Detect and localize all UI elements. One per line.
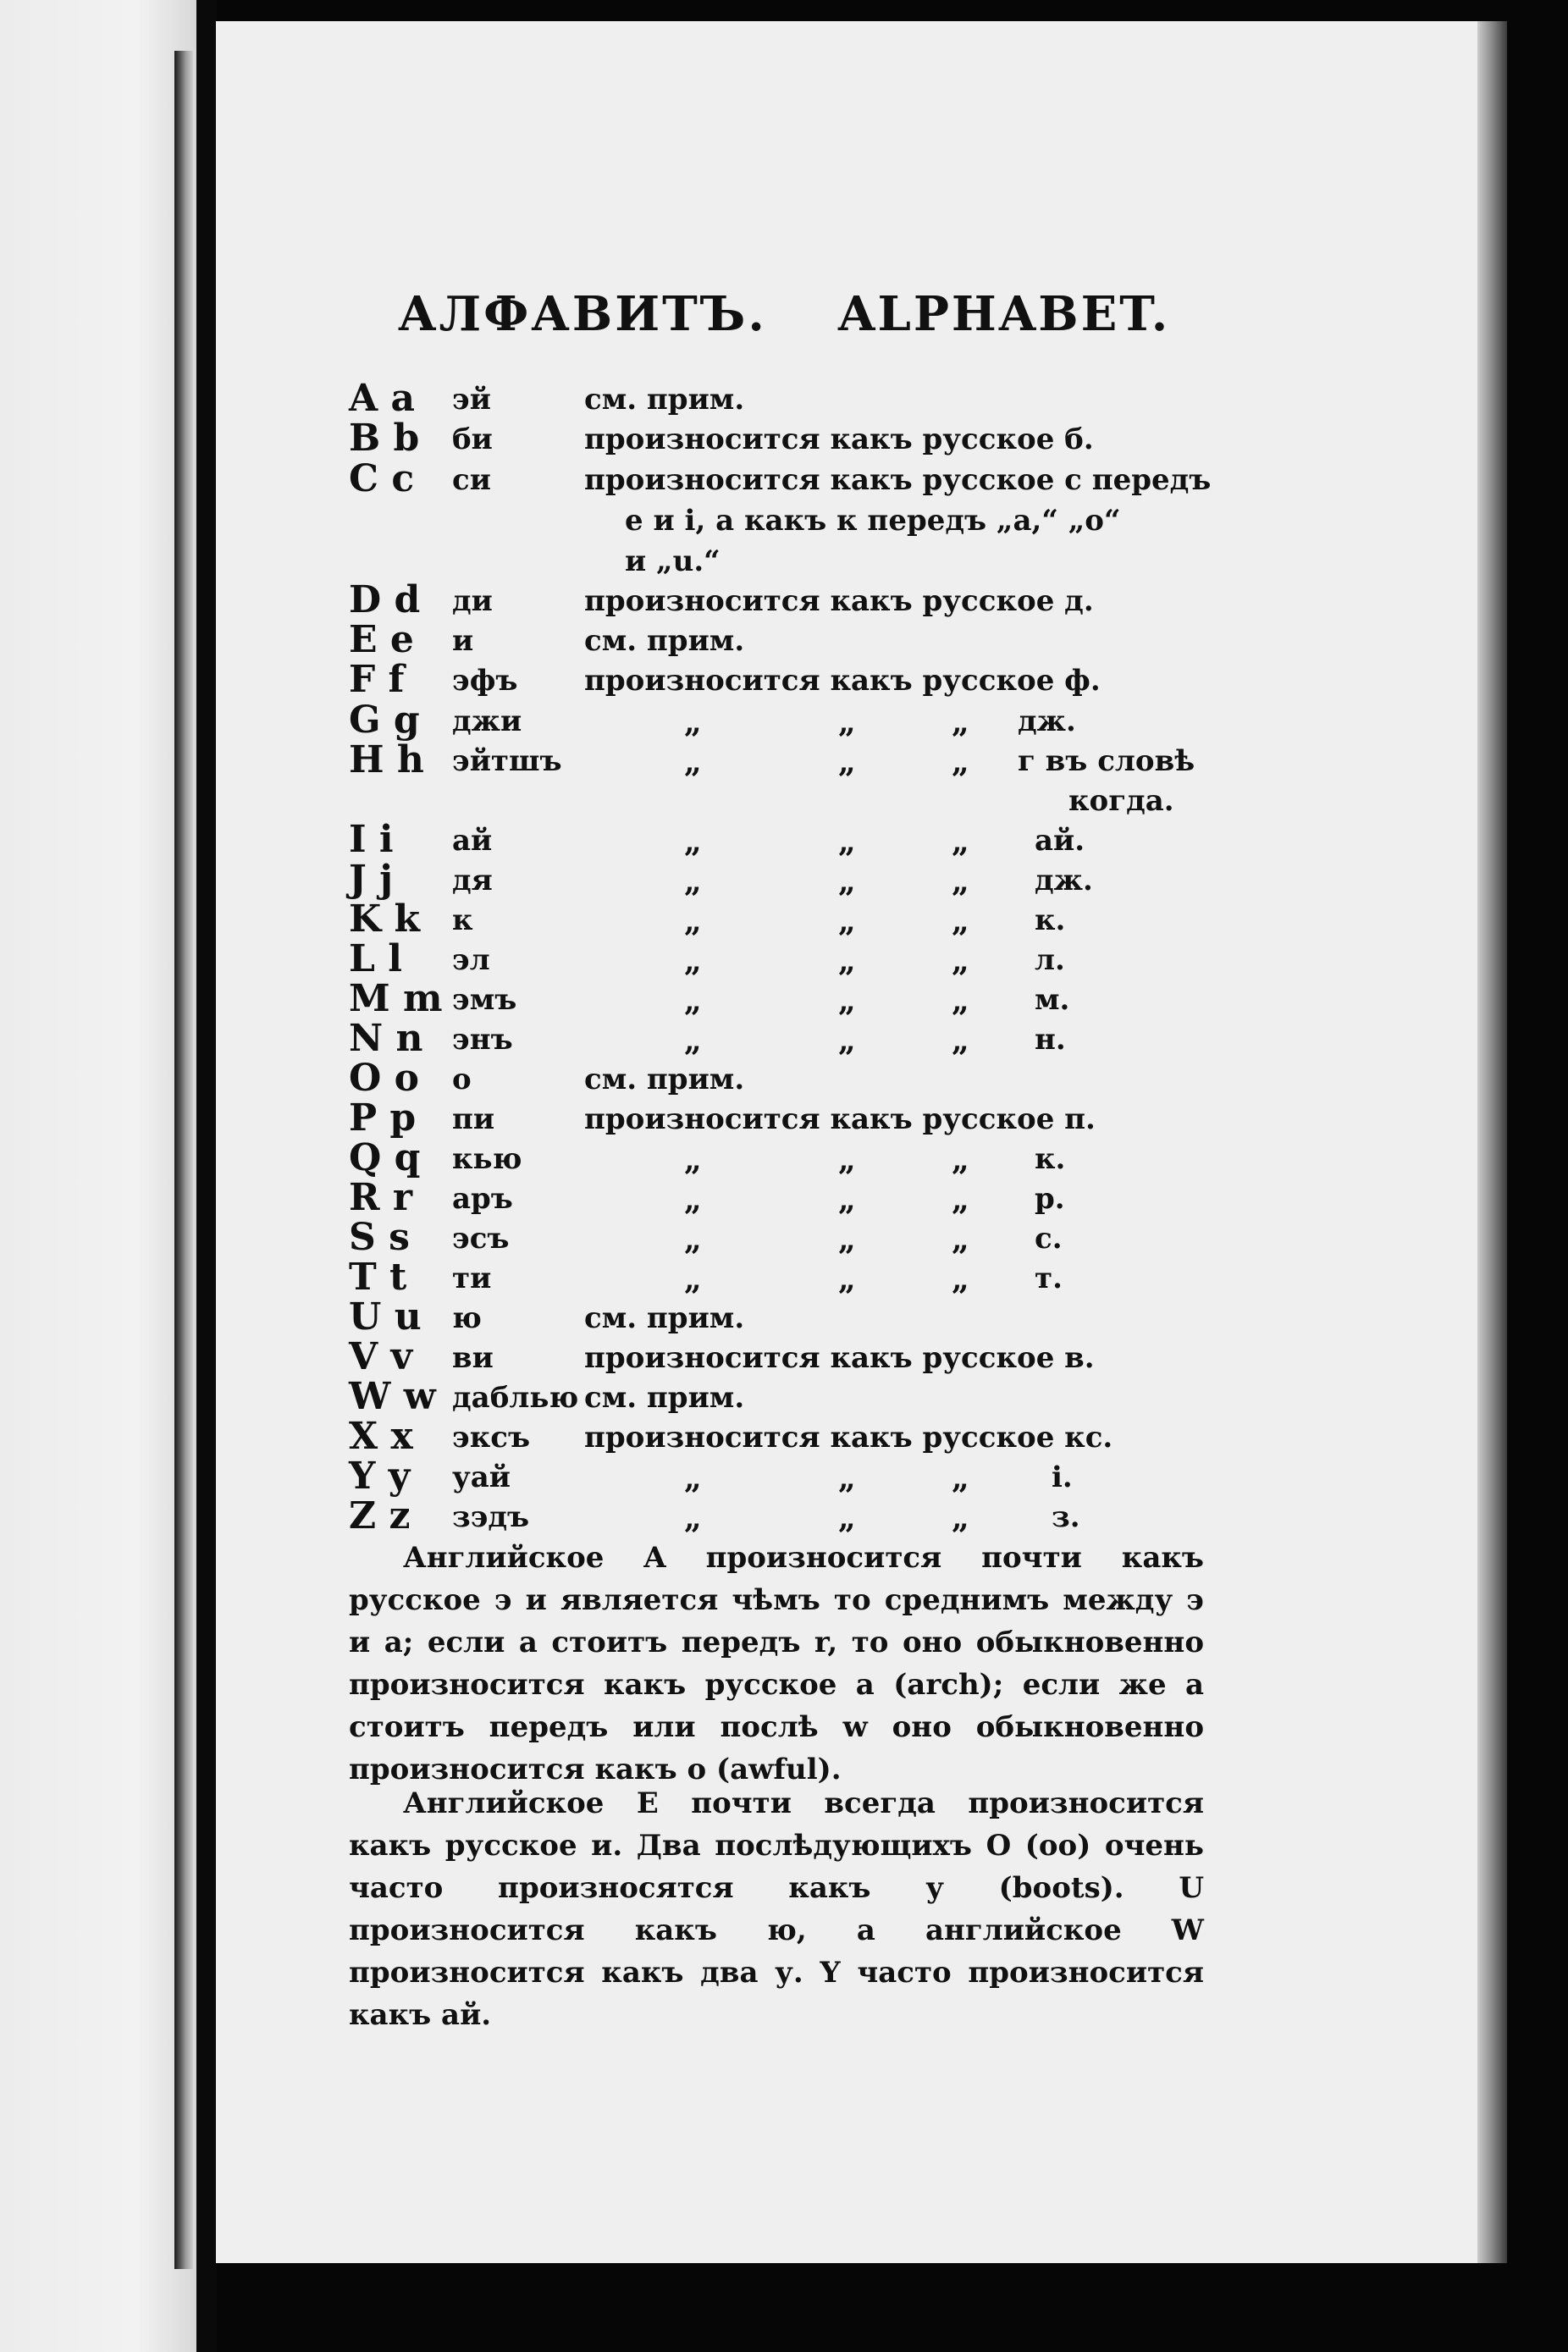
- title-russian: АЛФАВИТЪ.: [398, 286, 767, 342]
- pronunciation: произносится какъ русское кс.: [584, 1421, 1113, 1455]
- pronunciation: см. прим.: [584, 1063, 745, 1096]
- ditto-mark: „: [838, 943, 856, 979]
- ditto-mark: „: [838, 1262, 856, 1297]
- letter-name: пи: [452, 1102, 495, 1136]
- letter-name: джи: [452, 704, 522, 738]
- ditto-mark: „: [952, 943, 969, 979]
- letter: H h: [349, 738, 424, 781]
- ditto-mark: „: [684, 744, 702, 780]
- pronunciation-value: ай.: [1035, 824, 1085, 858]
- ditto-mark: „: [952, 1262, 969, 1297]
- ditto-mark: „: [838, 824, 856, 859]
- letter-name: к: [452, 903, 473, 937]
- left-page: [0, 0, 196, 2352]
- letter-name: зэдъ: [452, 1500, 530, 1534]
- letter: Y y: [349, 1455, 411, 1498]
- ditto-mark: „: [684, 824, 702, 859]
- ditto-mark: „: [952, 864, 969, 899]
- ditto-mark: „: [838, 1023, 856, 1058]
- note-paragraph: [349, 1782, 1204, 2036]
- letter-name: о: [452, 1063, 472, 1096]
- ditto-mark: „: [838, 1500, 856, 1536]
- ditto-mark: „: [952, 824, 969, 859]
- pronunciation: см. прим.: [584, 624, 745, 658]
- ditto-mark: „: [952, 983, 969, 1019]
- letter-name: ти: [452, 1262, 492, 1295]
- pronunciation: произносится какъ русское ф.: [584, 664, 1101, 698]
- ditto-mark: „: [838, 864, 856, 899]
- ditto-mark: „: [684, 1142, 702, 1178]
- ditto-mark: „: [952, 744, 969, 780]
- letter: R r: [349, 1176, 413, 1219]
- ditto-mark: „: [838, 1222, 856, 1257]
- letter: N n: [349, 1017, 423, 1060]
- pronunciation: произносится какъ русское б.: [584, 422, 1094, 456]
- pronunciation: см. прим.: [584, 383, 745, 417]
- ditto-mark: „: [684, 1182, 702, 1217]
- letter-name: си: [452, 463, 491, 497]
- pronunciation-value: когда.: [1068, 784, 1174, 818]
- pronunciation-value: дж.: [1018, 704, 1076, 738]
- ditto-mark: „: [684, 1023, 702, 1058]
- left-page-edge: [174, 51, 193, 2269]
- letter-name: эйтшъ: [452, 744, 562, 778]
- pronunciation-value: н.: [1035, 1023, 1066, 1057]
- ditto-mark: „: [838, 1142, 856, 1178]
- pronunciation-value: с.: [1035, 1222, 1063, 1256]
- page-edge-shadow: [1477, 21, 1507, 2263]
- letter: D d: [349, 578, 421, 621]
- pronunciation-value: з.: [1052, 1500, 1080, 1534]
- letter: X x: [349, 1415, 413, 1458]
- letter: V v: [349, 1335, 413, 1378]
- letter-name: кью: [452, 1142, 522, 1176]
- pronunciation: произносится какъ русское в.: [584, 1341, 1095, 1375]
- letter: T t: [349, 1256, 407, 1299]
- letter: Z z: [349, 1494, 411, 1538]
- pronunciation: см. прим.: [584, 1301, 745, 1335]
- letter: C c: [349, 457, 415, 500]
- ditto-mark: „: [838, 704, 856, 740]
- pronunciation-value: м.: [1035, 983, 1070, 1017]
- letter-name: ай: [452, 824, 493, 858]
- ditto-mark: „: [684, 1262, 702, 1297]
- letter: B b: [349, 417, 420, 460]
- letter: P p: [349, 1096, 417, 1140]
- ditto-mark: „: [684, 943, 702, 979]
- ditto-mark: „: [838, 903, 856, 939]
- letter: I i: [349, 818, 394, 861]
- letter-name: эсъ: [452, 1222, 510, 1256]
- letter: E e: [349, 618, 414, 661]
- pronunciation-value: г въ словѣ: [1018, 744, 1195, 778]
- letter: L l: [349, 937, 402, 980]
- letter-name: би: [452, 422, 493, 456]
- pronunciation-value: к.: [1035, 1142, 1066, 1176]
- pronunciation-value: л.: [1035, 943, 1065, 977]
- ditto-mark: „: [952, 1222, 969, 1257]
- pronunciation-value: дж.: [1035, 864, 1093, 897]
- letter-name: энъ: [452, 1023, 513, 1057]
- ditto-mark: „: [952, 1142, 969, 1178]
- letter-name: эй: [452, 383, 491, 417]
- letter-name: дя: [452, 864, 493, 897]
- letter-name: ю: [452, 1301, 482, 1335]
- ditto-mark: „: [684, 1500, 702, 1536]
- letter: W w: [349, 1375, 436, 1418]
- letter-name: ви: [452, 1341, 494, 1375]
- ditto-mark: „: [838, 1460, 856, 1496]
- letter-name: эмъ: [452, 983, 517, 1017]
- letter: J j: [349, 858, 394, 901]
- note-text: Английское E почти всегда произносится какъ русское и. Два послѣдующихъ O (oo) очень часто произносятся какъ у (boots). U произносится какъ ю, а английское W произносится какъ два у. Y часто произносится какъ ай.: [349, 1786, 1204, 2032]
- ditto-mark: „: [952, 704, 969, 740]
- ditto-mark: „: [952, 1182, 969, 1217]
- pronunciation-continued: и „u.“: [625, 544, 721, 578]
- letter-name: эксъ: [452, 1421, 531, 1455]
- pronunciation: произносится какъ русское с передъ: [584, 463, 1212, 497]
- note-paragraph: [349, 1537, 1204, 1791]
- ditto-mark: „: [838, 983, 856, 1019]
- pronunciation: см. прим.: [584, 1381, 745, 1415]
- letter: Q q: [349, 1136, 421, 1179]
- letter: K k: [349, 897, 421, 941]
- ditto-mark: „: [952, 1500, 969, 1536]
- pronunciation-value: р.: [1035, 1182, 1065, 1216]
- title-english: ALPHABET.: [838, 286, 1171, 342]
- letter-name: даблью: [452, 1381, 579, 1415]
- ditto-mark: „: [684, 704, 702, 740]
- letter: M m: [349, 977, 443, 1020]
- letter: O o: [349, 1057, 419, 1100]
- pronunciation-value: к.: [1035, 903, 1066, 937]
- pronunciation: произносится какъ русское д.: [584, 584, 1094, 618]
- note-text: Английское A произносится почти какъ русское э и является чѣмъ то среднимъ между э и а; если a стоитъ передъ r, то оно обыкновенно произносится какъ русское а (arch); если же a стоитъ передъ или послѣ w оно обыкновенно произносится какъ о (awful).: [349, 1541, 1204, 1786]
- ditto-mark: „: [952, 1460, 969, 1496]
- letter: A a: [349, 377, 415, 420]
- ditto-mark: „: [684, 1222, 702, 1257]
- letter-name: и: [452, 624, 474, 658]
- letter-name: аръ: [452, 1182, 513, 1216]
- pronunciation: произносится какъ русское п.: [584, 1102, 1096, 1136]
- ditto-mark: „: [952, 1023, 969, 1058]
- letter: G g: [349, 698, 420, 742]
- ditto-mark: „: [838, 744, 856, 780]
- letter-name: уай: [452, 1460, 511, 1494]
- ditto-mark: „: [684, 1460, 702, 1496]
- book-gutter: [196, 0, 217, 2352]
- ditto-mark: „: [684, 903, 702, 939]
- ditto-mark: „: [838, 1182, 856, 1217]
- ditto-mark: „: [684, 864, 702, 899]
- letter: F f: [349, 658, 405, 701]
- letter-name: эл: [452, 943, 490, 977]
- ditto-mark: „: [684, 983, 702, 1019]
- pronunciation-value: i.: [1052, 1460, 1073, 1494]
- letter-name: ди: [452, 584, 493, 618]
- letter: U u: [349, 1295, 422, 1339]
- letter: S s: [349, 1216, 410, 1259]
- letter-name: эфъ: [452, 664, 518, 698]
- pronunciation-continued: е и i, а какъ к передъ „a,“ „o“: [625, 504, 1121, 538]
- pronunciation-value: т.: [1035, 1262, 1063, 1295]
- ditto-mark: „: [952, 903, 969, 939]
